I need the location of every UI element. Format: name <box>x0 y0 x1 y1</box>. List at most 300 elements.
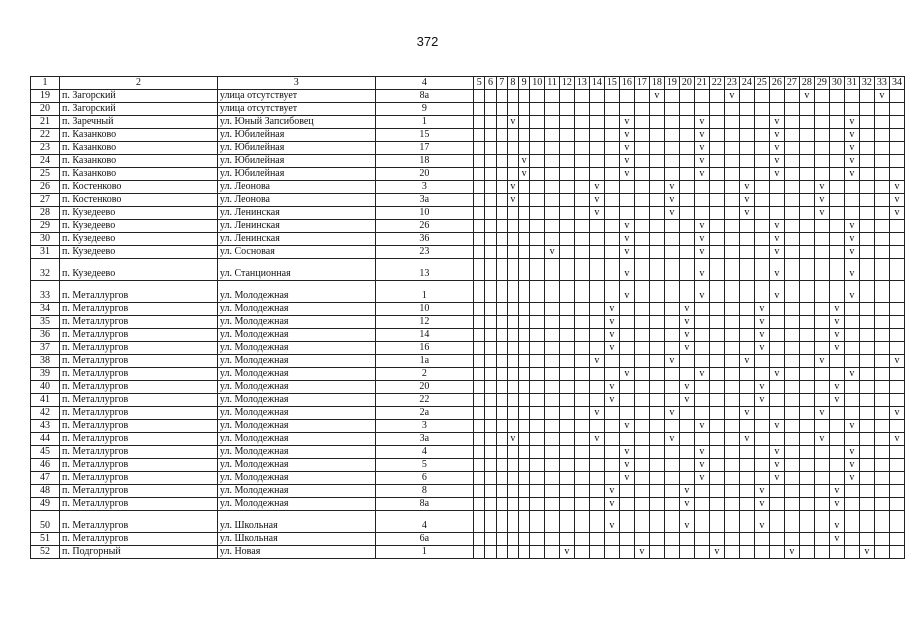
settlement-cell: п. Костенково <box>60 194 218 207</box>
column-header: 30 <box>829 77 844 90</box>
settlement-cell: п. Кузедеево <box>60 207 218 220</box>
mark-cell: v <box>694 129 709 142</box>
mark-cell: v <box>507 116 518 129</box>
mark-cell: v <box>619 459 634 472</box>
mark-cell: v <box>589 181 604 194</box>
mark-cell <box>574 90 589 103</box>
mark-cell <box>649 446 664 459</box>
mark-cell <box>485 220 496 233</box>
mark-cell: v <box>694 220 709 233</box>
mark-cell <box>485 103 496 116</box>
mark-cell <box>519 142 530 155</box>
mark-cell <box>574 220 589 233</box>
mark-cell: v <box>694 155 709 168</box>
mark-cell <box>814 485 829 498</box>
mark-cell <box>694 194 709 207</box>
mark-cell <box>545 546 560 559</box>
mark-cell <box>530 355 545 368</box>
table-row <box>31 90 905 103</box>
mark-cell: v <box>694 472 709 485</box>
mark-cell <box>496 142 507 155</box>
mark-cell <box>664 446 679 459</box>
mark-cell <box>694 316 709 329</box>
mark-cell <box>634 407 649 420</box>
street-cell: ул. Молодежная <box>217 472 375 485</box>
mark-cell <box>589 446 604 459</box>
mark-cell: v <box>664 181 679 194</box>
mark-cell <box>784 446 799 459</box>
column-header: 6 <box>485 77 496 90</box>
mark-cell <box>574 281 589 303</box>
mark-cell <box>545 511 560 533</box>
row-number: 52 <box>31 546 60 559</box>
mark-cell <box>724 368 739 381</box>
mark-cell <box>485 207 496 220</box>
row-number: 44 <box>31 433 60 446</box>
settlement-cell: п. Кузедеево <box>60 233 218 246</box>
house-number-cell: 6а <box>375 533 474 546</box>
mark-cell: v <box>679 303 694 316</box>
mark-cell <box>545 533 560 546</box>
mark-cell: v <box>619 420 634 433</box>
column-header: 9 <box>519 77 530 90</box>
row-number: 28 <box>31 207 60 220</box>
mark-cell <box>739 342 754 355</box>
mark-cell <box>619 511 634 533</box>
settlement-cell: п. Металлургов <box>60 498 218 511</box>
mark-cell <box>589 546 604 559</box>
mark-cell <box>769 546 784 559</box>
mark-cell <box>754 168 769 181</box>
mark-cell <box>496 259 507 281</box>
mark-cell <box>724 103 739 116</box>
mark-cell <box>709 433 724 446</box>
mark-cell <box>634 281 649 303</box>
mark-cell: v <box>664 207 679 220</box>
mark-cell <box>619 103 634 116</box>
mark-cell <box>769 381 784 394</box>
mark-cell <box>799 129 814 142</box>
mark-cell <box>814 129 829 142</box>
mark-cell <box>874 116 889 129</box>
mark-cell <box>574 329 589 342</box>
mark-cell <box>530 181 545 194</box>
mark-cell <box>859 472 874 485</box>
mark-cell <box>519 546 530 559</box>
row-number: 25 <box>31 168 60 181</box>
mark-cell: v <box>754 498 769 511</box>
mark-cell <box>485 446 496 459</box>
mark-cell <box>799 381 814 394</box>
mark-cell <box>589 155 604 168</box>
settlement-cell: п. Загорский <box>60 90 218 103</box>
mark-cell: v <box>694 116 709 129</box>
mark-cell <box>649 155 664 168</box>
mark-cell <box>485 316 496 329</box>
mark-cell <box>799 316 814 329</box>
mark-cell <box>784 533 799 546</box>
mark-cell <box>694 433 709 446</box>
house-number-cell: 9 <box>375 103 474 116</box>
mark-cell <box>709 303 724 316</box>
mark-cell <box>709 472 724 485</box>
mark-cell <box>589 394 604 407</box>
mark-cell <box>709 485 724 498</box>
mark-cell <box>874 420 889 433</box>
mark-cell <box>496 342 507 355</box>
mark-cell <box>709 142 724 155</box>
mark-cell <box>649 168 664 181</box>
mark-cell <box>545 303 560 316</box>
mark-cell <box>485 155 496 168</box>
column-header: 29 <box>814 77 829 90</box>
mark-cell <box>874 329 889 342</box>
mark-cell <box>754 259 769 281</box>
mark-cell <box>589 129 604 142</box>
mark-cell <box>634 194 649 207</box>
mark-cell <box>604 90 619 103</box>
mark-cell <box>649 259 664 281</box>
table-row <box>31 355 905 368</box>
mark-cell <box>769 103 784 116</box>
mark-cell <box>679 420 694 433</box>
column-header: 24 <box>739 77 754 90</box>
mark-cell <box>739 259 754 281</box>
mark-cell <box>799 168 814 181</box>
mark-cell: v <box>844 420 859 433</box>
mark-cell <box>589 511 604 533</box>
mark-cell: v <box>739 194 754 207</box>
mark-cell: v <box>589 407 604 420</box>
mark-cell: v <box>619 259 634 281</box>
mark-cell <box>574 446 589 459</box>
mark-cell <box>874 233 889 246</box>
mark-cell <box>859 259 874 281</box>
column-header: 2 <box>60 77 218 90</box>
mark-cell: v <box>769 233 784 246</box>
mark-cell <box>530 546 545 559</box>
mark-cell: v <box>694 246 709 259</box>
table-row <box>31 246 905 259</box>
mark-cell: v <box>889 181 904 194</box>
mark-cell <box>474 116 485 129</box>
mark-cell: v <box>844 116 859 129</box>
mark-cell <box>874 316 889 329</box>
mark-cell <box>739 472 754 485</box>
mark-cell <box>619 303 634 316</box>
mark-cell <box>519 394 530 407</box>
mark-cell <box>496 485 507 498</box>
mark-cell <box>474 498 485 511</box>
mark-cell <box>724 329 739 342</box>
mark-cell <box>829 355 844 368</box>
mark-cell <box>604 168 619 181</box>
mark-cell <box>784 511 799 533</box>
mark-cell <box>844 485 859 498</box>
mark-cell <box>649 181 664 194</box>
mark-cell <box>485 394 496 407</box>
table-row <box>31 394 905 407</box>
mark-cell <box>649 329 664 342</box>
mark-cell <box>829 433 844 446</box>
mark-cell <box>496 90 507 103</box>
mark-cell <box>874 220 889 233</box>
mark-cell <box>739 511 754 533</box>
street-cell: ул. Молодежная <box>217 459 375 472</box>
mark-cell <box>589 316 604 329</box>
mark-cell <box>634 368 649 381</box>
mark-cell <box>769 355 784 368</box>
mark-cell <box>874 303 889 316</box>
mark-cell <box>889 90 904 103</box>
mark-cell <box>619 342 634 355</box>
mark-cell <box>519 511 530 533</box>
mark-cell <box>507 342 518 355</box>
house-number-cell: 17 <box>375 142 474 155</box>
mark-cell <box>545 485 560 498</box>
settlement-cell: п. Металлургов <box>60 446 218 459</box>
mark-cell <box>754 368 769 381</box>
mark-cell <box>474 533 485 546</box>
column-header: 19 <box>664 77 679 90</box>
settlement-cell: п. Металлургов <box>60 485 218 498</box>
mark-cell <box>799 368 814 381</box>
mark-cell <box>859 511 874 533</box>
mark-cell <box>754 446 769 459</box>
mark-cell <box>545 433 560 446</box>
mark-cell: v <box>844 472 859 485</box>
mark-cell <box>784 329 799 342</box>
house-number-cell: 22 <box>375 394 474 407</box>
mark-cell: v <box>829 329 844 342</box>
column-header: 10 <box>530 77 545 90</box>
mark-cell <box>496 394 507 407</box>
mark-cell <box>724 303 739 316</box>
row-number: 24 <box>31 155 60 168</box>
mark-cell <box>507 303 518 316</box>
mark-cell <box>604 194 619 207</box>
mark-cell <box>664 511 679 533</box>
mark-cell <box>530 394 545 407</box>
mark-cell <box>485 407 496 420</box>
mark-cell <box>474 155 485 168</box>
mark-cell <box>814 342 829 355</box>
column-header: 22 <box>709 77 724 90</box>
mark-cell <box>589 368 604 381</box>
street-cell: ул. Школьная <box>217 533 375 546</box>
mark-cell <box>559 207 574 220</box>
mark-cell <box>859 246 874 259</box>
mark-cell <box>889 533 904 546</box>
mark-cell <box>559 116 574 129</box>
mark-cell <box>507 246 518 259</box>
row-number: 37 <box>31 342 60 355</box>
mark-cell: v <box>814 181 829 194</box>
mark-cell <box>474 329 485 342</box>
table-row <box>31 459 905 472</box>
mark-cell <box>545 329 560 342</box>
mark-cell <box>619 407 634 420</box>
mark-cell <box>574 129 589 142</box>
table-row <box>31 498 905 511</box>
table-row <box>31 207 905 220</box>
mark-cell <box>519 116 530 129</box>
mark-cell <box>799 207 814 220</box>
house-number-cell: 3а <box>375 433 474 446</box>
mark-cell <box>679 433 694 446</box>
house-number-cell: 23 <box>375 246 474 259</box>
mark-cell <box>844 194 859 207</box>
street-cell: ул. Леонова <box>217 194 375 207</box>
column-header: 12 <box>559 77 574 90</box>
mark-cell <box>709 233 724 246</box>
mark-cell <box>859 194 874 207</box>
mark-cell <box>559 103 574 116</box>
mark-cell <box>829 259 844 281</box>
mark-cell: v <box>889 407 904 420</box>
mark-cell <box>574 142 589 155</box>
column-header: 25 <box>754 77 769 90</box>
mark-cell <box>589 329 604 342</box>
mark-cell <box>634 129 649 142</box>
mark-cell <box>634 103 649 116</box>
row-number: 26 <box>31 181 60 194</box>
mark-cell <box>724 394 739 407</box>
mark-cell <box>604 420 619 433</box>
mark-cell <box>604 103 619 116</box>
mark-cell: v <box>679 342 694 355</box>
mark-cell <box>709 168 724 181</box>
mark-cell: v <box>889 355 904 368</box>
mark-cell <box>649 233 664 246</box>
mark-cell <box>709 155 724 168</box>
mark-cell: v <box>519 155 530 168</box>
mark-cell <box>559 168 574 181</box>
mark-cell <box>814 472 829 485</box>
table-row <box>31 485 905 498</box>
mark-cell <box>709 246 724 259</box>
mark-cell: v <box>844 246 859 259</box>
mark-cell <box>799 472 814 485</box>
mark-cell <box>724 155 739 168</box>
mark-cell <box>545 381 560 394</box>
mark-cell <box>530 368 545 381</box>
mark-cell <box>754 246 769 259</box>
mark-cell <box>574 194 589 207</box>
house-number-cell: 8а <box>375 90 474 103</box>
mark-cell <box>694 407 709 420</box>
mark-cell <box>844 90 859 103</box>
mark-cell: v <box>754 394 769 407</box>
mark-cell: v <box>754 303 769 316</box>
mark-cell <box>604 546 619 559</box>
mark-cell <box>784 394 799 407</box>
mark-cell: v <box>829 303 844 316</box>
mark-cell <box>694 303 709 316</box>
mark-cell: v <box>619 142 634 155</box>
mark-cell <box>496 446 507 459</box>
mark-cell <box>754 355 769 368</box>
mark-cell <box>474 459 485 472</box>
mark-cell <box>485 546 496 559</box>
mark-cell: v <box>739 407 754 420</box>
mark-cell <box>485 281 496 303</box>
mark-cell <box>874 394 889 407</box>
mark-cell <box>604 472 619 485</box>
mark-cell <box>889 485 904 498</box>
mark-cell <box>485 472 496 485</box>
mark-cell <box>769 433 784 446</box>
mark-cell <box>814 381 829 394</box>
mark-cell <box>664 394 679 407</box>
mark-cell <box>784 433 799 446</box>
mark-cell <box>649 546 664 559</box>
mark-cell <box>679 407 694 420</box>
mark-cell <box>496 381 507 394</box>
table-row <box>31 233 905 246</box>
mark-cell <box>634 168 649 181</box>
row-number: 20 <box>31 103 60 116</box>
mark-cell <box>679 259 694 281</box>
row-number: 43 <box>31 420 60 433</box>
mark-cell <box>589 168 604 181</box>
mark-cell <box>829 142 844 155</box>
mark-cell <box>634 485 649 498</box>
mark-cell: v <box>769 259 784 281</box>
mark-cell <box>474 316 485 329</box>
settlement-cell: п. Подгорный <box>60 546 218 559</box>
mark-cell <box>769 329 784 342</box>
street-cell: улица отсутствует <box>217 90 375 103</box>
mark-cell <box>485 459 496 472</box>
mark-cell <box>589 459 604 472</box>
mark-cell <box>574 342 589 355</box>
mark-cell <box>530 485 545 498</box>
mark-cell <box>649 485 664 498</box>
house-number-cell: 3а <box>375 194 474 207</box>
mark-cell <box>724 246 739 259</box>
street-cell: ул. Молодежная <box>217 446 375 459</box>
mark-cell <box>814 168 829 181</box>
mark-cell <box>507 485 518 498</box>
mark-cell <box>519 220 530 233</box>
street-cell: улица отсутствует <box>217 103 375 116</box>
settlement-cell: п. Металлургов <box>60 420 218 433</box>
mark-cell <box>844 498 859 511</box>
mark-cell <box>649 194 664 207</box>
mark-cell <box>474 381 485 394</box>
column-header: 34 <box>889 77 904 90</box>
mark-cell <box>694 207 709 220</box>
mark-cell <box>485 194 496 207</box>
street-cell: ул. Молодежная <box>217 303 375 316</box>
mark-cell <box>799 142 814 155</box>
row-number: 51 <box>31 533 60 546</box>
row-number: 32 <box>31 259 60 281</box>
mark-cell <box>754 103 769 116</box>
mark-cell <box>829 233 844 246</box>
settlement-cell: п. Металлургов <box>60 368 218 381</box>
mark-cell <box>709 281 724 303</box>
mark-cell <box>679 90 694 103</box>
mark-cell <box>694 103 709 116</box>
mark-cell <box>589 90 604 103</box>
mark-cell <box>859 90 874 103</box>
mark-cell <box>559 329 574 342</box>
mark-cell <box>679 355 694 368</box>
mark-cell <box>619 194 634 207</box>
mark-cell <box>889 329 904 342</box>
